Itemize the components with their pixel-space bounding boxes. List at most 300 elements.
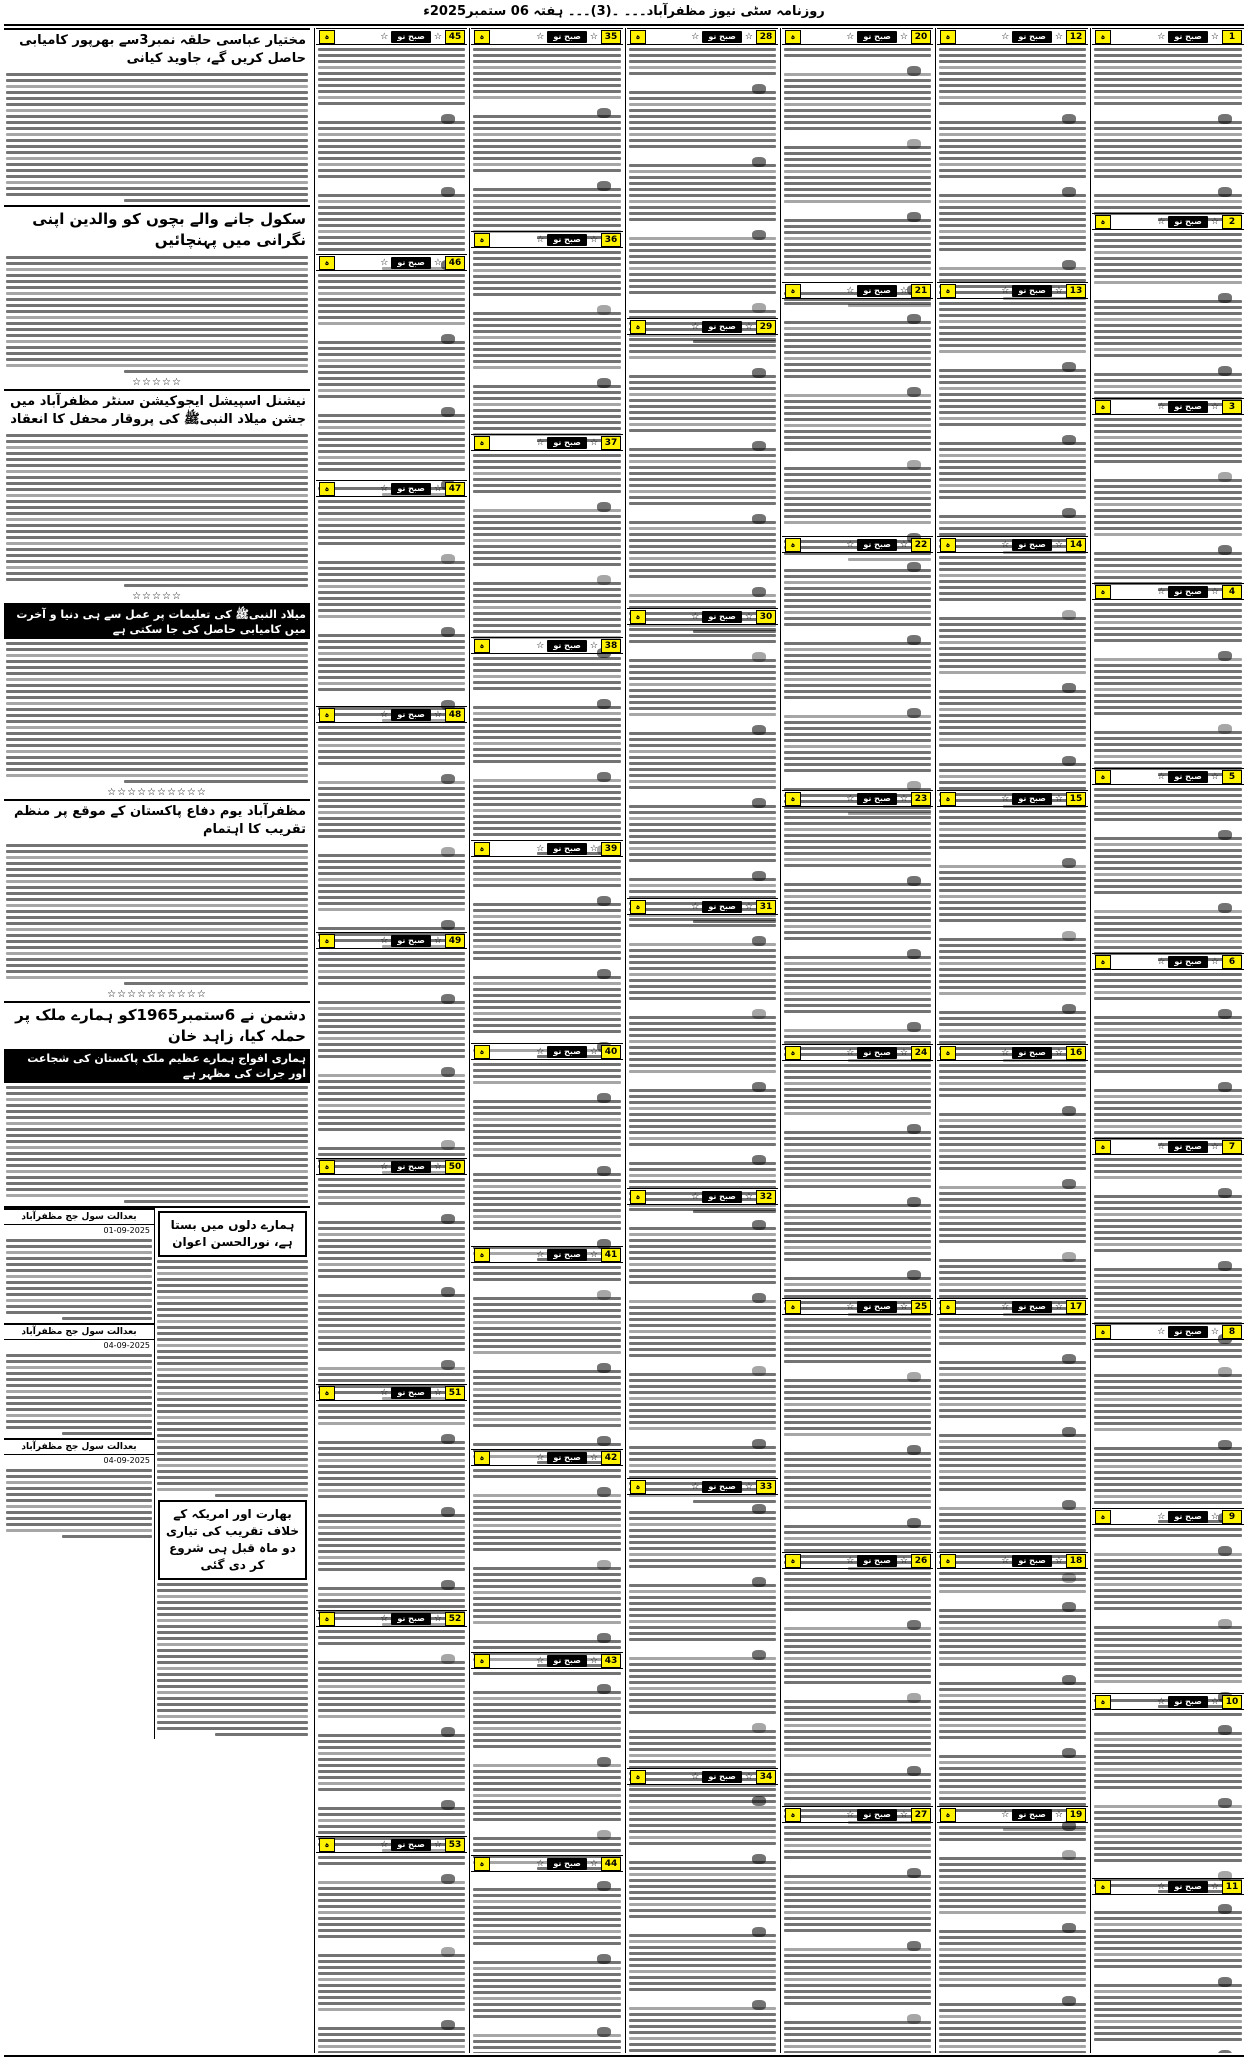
text-line: [1094, 910, 1242, 913]
ad-header: [937, 29, 1088, 45]
ad-header: [627, 899, 778, 915]
text-line: [318, 542, 465, 545]
text-line: [1094, 1392, 1242, 1395]
text-line: [784, 1797, 931, 1800]
ad-logo: صبح نو: [702, 901, 742, 913]
ad-header: [1092, 1139, 1244, 1155]
text-line: [784, 454, 931, 464]
text-line: [1094, 973, 1242, 976]
text-line: [629, 1675, 776, 1678]
text-line: [1094, 1811, 1242, 1814]
text-line: [318, 896, 465, 899]
text-line: [1094, 743, 1242, 746]
text-line: [939, 956, 1086, 959]
text-line: [6, 488, 308, 491]
text-line: [473, 1585, 621, 1588]
text-line: [157, 1452, 308, 1455]
text-line: [473, 594, 621, 597]
text-line: [784, 1706, 931, 1709]
notice-meta: [4, 1340, 154, 1351]
text-line: [318, 1336, 465, 1339]
text-line: [939, 822, 1086, 825]
text-line: [473, 1703, 621, 1706]
classified-ad: [471, 1652, 623, 1855]
text-line: [473, 563, 621, 566]
text-line: [6, 1188, 308, 1191]
ad-body: [471, 1063, 623, 1261]
text-line: [157, 1404, 308, 1407]
star-icon: ☆: [899, 1809, 908, 1820]
text-line: [939, 527, 1086, 530]
text-line: [473, 397, 621, 400]
text-line: [1094, 233, 1242, 236]
text-line: [629, 2007, 776, 2010]
text-line: [6, 1360, 152, 1363]
ad-column-6: [316, 28, 467, 2053]
ad-number: 5: [1222, 770, 1242, 784]
text-line: [318, 1734, 465, 1737]
text-line: [784, 188, 931, 191]
text-line: [629, 774, 776, 777]
text-line: [784, 152, 931, 155]
text-line: [473, 982, 621, 985]
text-line: [473, 224, 621, 227]
text-line: [6, 762, 308, 765]
text-line: [318, 1147, 465, 1150]
text-line: [473, 490, 621, 493]
text-line: [473, 1888, 621, 1891]
text-line: [6, 862, 308, 865]
text-line: [157, 1727, 308, 1730]
text-line: [939, 1482, 1086, 1485]
ad-number: 32: [756, 1190, 776, 1204]
text-line: [629, 1602, 776, 1605]
ad-logo: صبح نو: [547, 1858, 587, 1870]
text-line: [939, 840, 1086, 843]
text-line: [939, 1645, 1086, 1648]
ad-logo: صبح نو: [1012, 1555, 1052, 1567]
text-line: [6, 175, 308, 178]
ad-badge: ہ: [319, 934, 335, 948]
text-line: [318, 1055, 465, 1058]
text-line: [784, 479, 931, 482]
text-line: [1094, 1286, 1242, 1289]
text-line: [629, 297, 776, 307]
text-line: [629, 1052, 776, 1055]
text-line: [6, 714, 308, 717]
star-icon: ☆: [744, 31, 753, 42]
text-line: [939, 1234, 1086, 1237]
text-line: [629, 1608, 776, 1611]
text-line: [784, 1506, 931, 1509]
text-line: [629, 97, 776, 100]
text-line: [629, 811, 776, 814]
text-line: [784, 2045, 931, 2048]
ad-badge: ہ: [1095, 955, 1111, 969]
text-line: [6, 328, 308, 331]
text-line: [318, 1911, 465, 1914]
text-line: [318, 621, 465, 631]
text-line: [939, 206, 1086, 209]
text-line: [1094, 1201, 1242, 1204]
text-line: [629, 460, 776, 463]
text-line: [318, 414, 465, 417]
text-line: [318, 1899, 465, 1902]
ad-logo: صبح نو: [1168, 1881, 1208, 1893]
text-line: [318, 1300, 465, 1303]
text-line: [784, 1996, 931, 1999]
ad-header: [627, 29, 778, 45]
text-line: [629, 1748, 776, 1751]
text-line: [6, 1269, 152, 1272]
text-line: [473, 515, 621, 518]
text-line: [6, 1408, 152, 1411]
text-line: [6, 566, 308, 569]
text-line: [473, 1315, 621, 1318]
text-line: [318, 2027, 465, 2030]
text-line: [629, 91, 776, 94]
text-line: [939, 665, 1086, 668]
text-line: [318, 1532, 465, 1535]
ad-header: [937, 1807, 1088, 1823]
text-line: [1094, 442, 1242, 445]
text-line: [1094, 1774, 1242, 1777]
text-line: [473, 1185, 621, 1188]
text-line: [157, 1488, 308, 1491]
ad-logo: صبح نو: [391, 257, 431, 269]
text-line: [6, 85, 308, 88]
text-line: [784, 1960, 931, 1963]
ad-badge: ہ: [1095, 1880, 1111, 1894]
text-line: [629, 1360, 776, 1370]
text-line: [473, 1233, 621, 1243]
star-icon: ☆: [1157, 1881, 1166, 1892]
text-line: [473, 1924, 621, 1927]
ad-logo: صبح نو: [391, 935, 431, 947]
text-line: [6, 1182, 308, 1185]
text-line: [629, 1842, 776, 1845]
text-line: [318, 1128, 465, 1131]
text-line: [6, 79, 308, 82]
text-line: [784, 1173, 931, 1176]
text-line: [1094, 1453, 1242, 1456]
classified-ad: [782, 28, 933, 282]
text-line: [473, 963, 621, 973]
text-line: [473, 1345, 621, 1348]
star-icon: ☆: [433, 935, 442, 946]
text-line: [318, 145, 465, 148]
star-icon: ☆: [1210, 956, 1219, 967]
text-line: [473, 318, 621, 321]
text-line: [784, 1482, 931, 1485]
text-line: [784, 412, 931, 415]
text-line: [939, 1391, 1086, 1394]
text-line: [6, 316, 308, 319]
text-line: [473, 681, 621, 684]
text-line: [784, 1645, 931, 1648]
text-line: [318, 2039, 465, 2042]
ad-number: 7: [1222, 1140, 1242, 1154]
ad-number: 40: [601, 1045, 621, 1059]
text-line: [473, 890, 621, 900]
text-line: [473, 121, 621, 124]
text-line: [1094, 1274, 1242, 1277]
text-line: [629, 1162, 776, 1165]
text-line: [784, 1210, 931, 1213]
text-line: [473, 921, 621, 924]
text-line: [939, 1173, 1086, 1183]
text-line: [473, 1018, 621, 1021]
text-line: [318, 1862, 465, 1865]
text-line: [1094, 287, 1242, 297]
text-line: [939, 356, 1086, 366]
star-icon: ☆: [1001, 793, 1010, 804]
text-line: [784, 164, 931, 167]
text-line: [473, 1469, 621, 1472]
text-line: [318, 1709, 465, 1712]
text-line: [939, 1942, 1086, 1945]
text-line: [1094, 324, 1242, 327]
ad-body: [471, 1469, 623, 1667]
ad-header: [937, 791, 1088, 807]
text-line: [6, 494, 308, 497]
text-line: [318, 48, 465, 51]
text-line: [1094, 1095, 1242, 1098]
ad-header: [782, 1045, 933, 1061]
text-line: [784, 1984, 931, 1987]
text-line: [1094, 342, 1242, 345]
text-line: [1094, 108, 1242, 118]
text-line: [6, 910, 308, 913]
text-line: [1094, 194, 1242, 197]
text-line: [124, 584, 308, 587]
text-line: [784, 1608, 931, 1611]
text-line: [6, 157, 308, 160]
text-line: [473, 1640, 621, 1643]
text-line: [784, 345, 931, 348]
text-line: [939, 1064, 1086, 1067]
text-line: [784, 822, 931, 825]
ad-header: [937, 1553, 1088, 1569]
text-line: [473, 1900, 621, 1903]
text-line: [784, 816, 931, 819]
star-icon: ☆: [433, 1613, 442, 1624]
star-icon: ☆: [1210, 1326, 1219, 1337]
text-line: [629, 949, 776, 952]
text-line: [784, 327, 931, 330]
text-line: [1094, 621, 1242, 624]
text-line: [629, 1180, 776, 1183]
text-line: [939, 472, 1086, 475]
text-line: [1094, 127, 1242, 130]
text-line: [784, 1917, 931, 1920]
text-line: [318, 884, 465, 887]
text-line: [1094, 1225, 1242, 1228]
ad-number: 26: [911, 1554, 931, 1568]
text-line: [318, 1917, 465, 1920]
text-line: [473, 1918, 621, 1921]
text-line: [318, 548, 465, 558]
text-line: [784, 1978, 931, 1981]
text-line: [629, 841, 776, 844]
text-line: [1094, 1495, 1242, 1498]
news-body: [4, 73, 310, 202]
classified-ad: [937, 282, 1088, 536]
text-line: [1094, 1589, 1242, 1592]
text-line: [6, 262, 308, 265]
text-line: [629, 472, 776, 475]
text-line: [1094, 985, 1242, 988]
ad-header: [782, 1807, 933, 1823]
ad-body: [782, 1826, 933, 2053]
classified-ad: [937, 28, 1088, 282]
text-line: [318, 371, 465, 374]
ad-number: 47: [445, 482, 465, 496]
text-line: [473, 1382, 621, 1385]
text-line: [784, 611, 931, 614]
text-line: [784, 225, 931, 228]
text-line: [1094, 1601, 1242, 1604]
text-line: [6, 145, 308, 148]
ad-logo: صبح نو: [1168, 216, 1208, 228]
text-line: [784, 2033, 931, 2036]
text-line: [6, 181, 308, 184]
text-line: [157, 1338, 308, 1341]
text-line: [784, 1602, 931, 1605]
text-line: [784, 757, 931, 760]
text-line: [318, 823, 465, 826]
text-line: [1094, 1756, 1242, 1759]
text-line: [1094, 1483, 1242, 1486]
text-line: [939, 1507, 1086, 1510]
text-line: [318, 1269, 465, 1272]
text-line: [6, 115, 308, 118]
ad-number: 1: [1222, 30, 1242, 44]
notice-meta: [4, 1455, 154, 1466]
star-icon: ☆: [380, 1387, 389, 1398]
text-line: [939, 1742, 1086, 1752]
text-line: [629, 1861, 776, 1864]
text-line: [939, 181, 1086, 191]
text-line: [939, 968, 1086, 971]
text-line: [157, 1679, 308, 1682]
classified-ad: [937, 1806, 1088, 2053]
text-line: [629, 1427, 776, 1430]
text-line: [473, 385, 621, 388]
text-line: [318, 2002, 465, 2005]
ad-number: 6: [1222, 955, 1242, 969]
ad-logo: صبح نو: [702, 1771, 742, 1783]
text-line: [939, 145, 1086, 148]
text-line: [1094, 360, 1242, 370]
star-icon: ☆: [691, 901, 700, 912]
text-line: [784, 962, 931, 965]
text-line: [629, 1915, 776, 1918]
ad-number: 21: [911, 284, 931, 298]
text-line: [629, 1976, 776, 1979]
text-line: [1094, 454, 1242, 457]
text-line: [939, 1494, 1086, 1504]
text-line: [1094, 1853, 1242, 1856]
text-line: [784, 1742, 931, 1745]
text-line: [784, 1700, 931, 1703]
text-line: [318, 78, 465, 81]
ad-header: [316, 29, 467, 45]
text-line: [939, 1755, 1086, 1758]
text-line: [939, 998, 1086, 1008]
text-line: [318, 609, 465, 612]
text-line: [473, 1627, 621, 1637]
text-line: [318, 1227, 465, 1230]
text-line: [1094, 1237, 1242, 1240]
bottom-rule: [4, 2055, 1244, 2057]
text-line: [1094, 627, 1242, 630]
text-line: [629, 930, 776, 940]
text-line: [318, 426, 465, 429]
ad-logo: صبح نو: [391, 1161, 431, 1173]
text-line: [473, 206, 621, 209]
text-line: [784, 1161, 931, 1164]
text-line: [1094, 570, 1242, 573]
text-line: [939, 1409, 1086, 1412]
text-line: [784, 1844, 931, 1847]
text-line: [473, 860, 621, 863]
text-line: [473, 1697, 621, 1700]
ad-body: [471, 251, 623, 442]
text-line: [629, 1046, 776, 1049]
ad-body: [316, 1856, 467, 2053]
text-line: [784, 840, 931, 843]
text-line: [6, 280, 308, 283]
text-line: [1094, 1243, 1242, 1246]
text-line: [6, 268, 308, 271]
star-icon: ☆: [1054, 539, 1063, 550]
text-line: [473, 78, 621, 81]
text-line: [473, 1997, 621, 2000]
ad-header: [316, 1611, 467, 1627]
ad-number: 37: [601, 436, 621, 450]
text-line: [157, 1416, 308, 1419]
text-line: [6, 1414, 152, 1417]
ad-badge: ہ: [319, 1838, 335, 1852]
ad-logo: صبح نو: [1168, 771, 1208, 783]
ad-badge: ہ: [940, 1046, 956, 1060]
text-line: [473, 194, 621, 197]
text-line: [939, 1730, 1086, 1733]
text-line: [473, 403, 621, 406]
text-line: [6, 187, 308, 190]
text-line: [629, 1342, 776, 1345]
text-line: [1094, 861, 1242, 864]
text-line: [1094, 1898, 1242, 1908]
star-icon: ☆: [1157, 1511, 1166, 1522]
ad-logo: صبح نو: [1012, 793, 1052, 805]
ad-header: [937, 1045, 1088, 1061]
text-line: [318, 688, 465, 691]
text-line: [629, 1717, 776, 1727]
text-line: [939, 1348, 1086, 1358]
text-line: [1094, 818, 1242, 821]
text-line: [784, 769, 931, 772]
text-line: [6, 133, 308, 136]
star-icon: ☆: [589, 1249, 598, 1260]
text-line: [1094, 281, 1242, 284]
text-line: [784, 267, 931, 270]
text-line: [939, 1029, 1086, 1032]
text-line: [473, 330, 621, 333]
text-line: [318, 1788, 465, 1791]
text-line: [1094, 1571, 1242, 1574]
